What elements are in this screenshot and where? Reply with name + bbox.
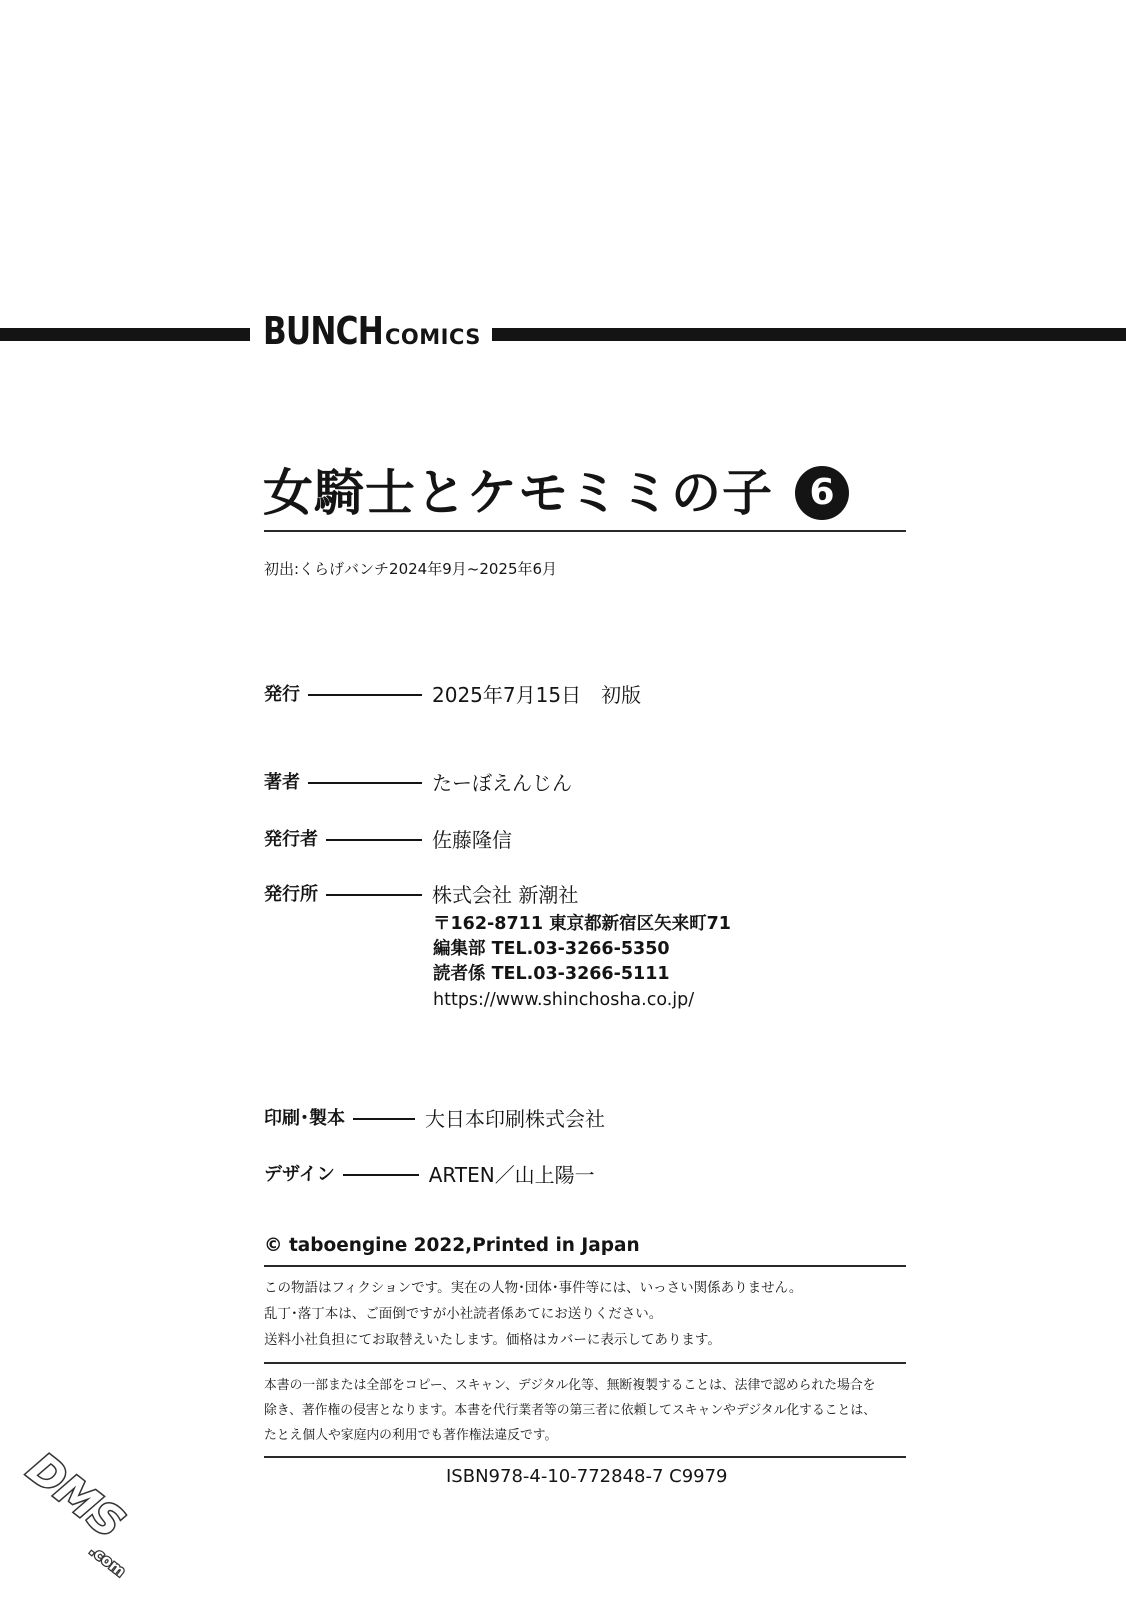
- field-issue-value: 2025年7月15日 初版: [432, 683, 642, 707]
- field-author: [264, 771, 572, 795]
- field-publisher: [264, 883, 578, 907]
- field-design-label: デザイン: [264, 1164, 335, 1185]
- legal-line: 本書の一部または全部をコピー、スキャン、デジタル化等、無断複製することは、法律で認められた場合を: [264, 1378, 876, 1393]
- watermark-logo: [8, 1440, 148, 1590]
- publisher-url: https://www.shinchosha.co.jp/: [433, 990, 695, 1010]
- field-publisher-label: 発行所: [264, 884, 318, 905]
- copyright-rule: [264, 1265, 906, 1267]
- field-printing: [264, 1107, 605, 1131]
- field-publisher-person-value: 佐藤隆信: [432, 828, 512, 852]
- notice-line: 送料小社負担にてお取替えいたします。価格はカバーに表示してあります。: [264, 1332, 721, 1348]
- header-band-right: [492, 328, 1126, 341]
- field-issue-label: 発行: [264, 684, 300, 705]
- watermark-main-text: DMS: [18, 1443, 134, 1548]
- notice-rule: [264, 1362, 906, 1364]
- publisher-readers-tel: 読者係 TEL.03-3266-5111: [433, 964, 670, 984]
- field-publisher-person-label: 発行者: [264, 829, 318, 850]
- field-design-dash: [343, 1174, 419, 1176]
- publisher-address: 〒162-8711 東京都新宿区矢来町71: [433, 914, 731, 934]
- field-author-value: たーぼえんじん: [432, 771, 572, 795]
- field-design-value: ARTEN／山上陽一: [428, 1163, 595, 1187]
- brand-main-text: BUNCH: [263, 309, 383, 353]
- publisher-editorial-tel: 編集部 TEL.03-3266-5350: [433, 939, 670, 959]
- notice-line: この物語はフィクションです。実在の人物･団体･事件等には、いっさい関係ありません。: [264, 1280, 803, 1296]
- field-issue: [264, 683, 641, 707]
- field-author-label: 著者: [264, 772, 300, 793]
- isbn: ISBN978-4-10-772848-7 C9979: [446, 1466, 728, 1487]
- field-printing-label: 印刷･製本: [264, 1108, 345, 1129]
- field-printing-value: 大日本印刷株式会社: [425, 1107, 605, 1131]
- legal-rule: [264, 1456, 906, 1458]
- field-publisher-person-dash: [326, 839, 422, 841]
- first-publication: 初出:くらげバンチ2024年9月~2025年6月: [264, 560, 558, 578]
- legal-line: たとえ個人や家庭内の利用でも著作権法違反です。: [264, 1428, 558, 1443]
- brand-sub-text: COMICS: [385, 325, 481, 349]
- header-band-left: [0, 328, 250, 341]
- field-author-dash: [308, 782, 422, 784]
- field-publisher-value: 株式会社 新潮社: [432, 883, 579, 907]
- field-printing-dash: [353, 1118, 415, 1120]
- title-text: 女騎士とケモミミの子: [263, 464, 773, 522]
- watermark-sub-text: .com: [86, 1541, 130, 1581]
- field-issue-dash: [308, 694, 422, 696]
- brand-logo: [263, 306, 481, 353]
- field-publisher-person: [264, 828, 512, 852]
- field-publisher-dash: [326, 894, 422, 896]
- legal-line: 除き、著作権の侵害となります。本書を代行業者等の第三者に依頼してスキャンやデジタル化することは、: [264, 1403, 876, 1418]
- book-title: [263, 462, 849, 524]
- volume-badge: 6: [795, 466, 849, 520]
- title-rule: [264, 530, 906, 532]
- field-design: [264, 1163, 595, 1187]
- copyright: © taboengine 2022,Printed in Japan: [264, 1235, 640, 1256]
- notice-line: 乱丁･落丁本は、ご面倒ですが小社読者係あてにお送りください。: [264, 1306, 663, 1322]
